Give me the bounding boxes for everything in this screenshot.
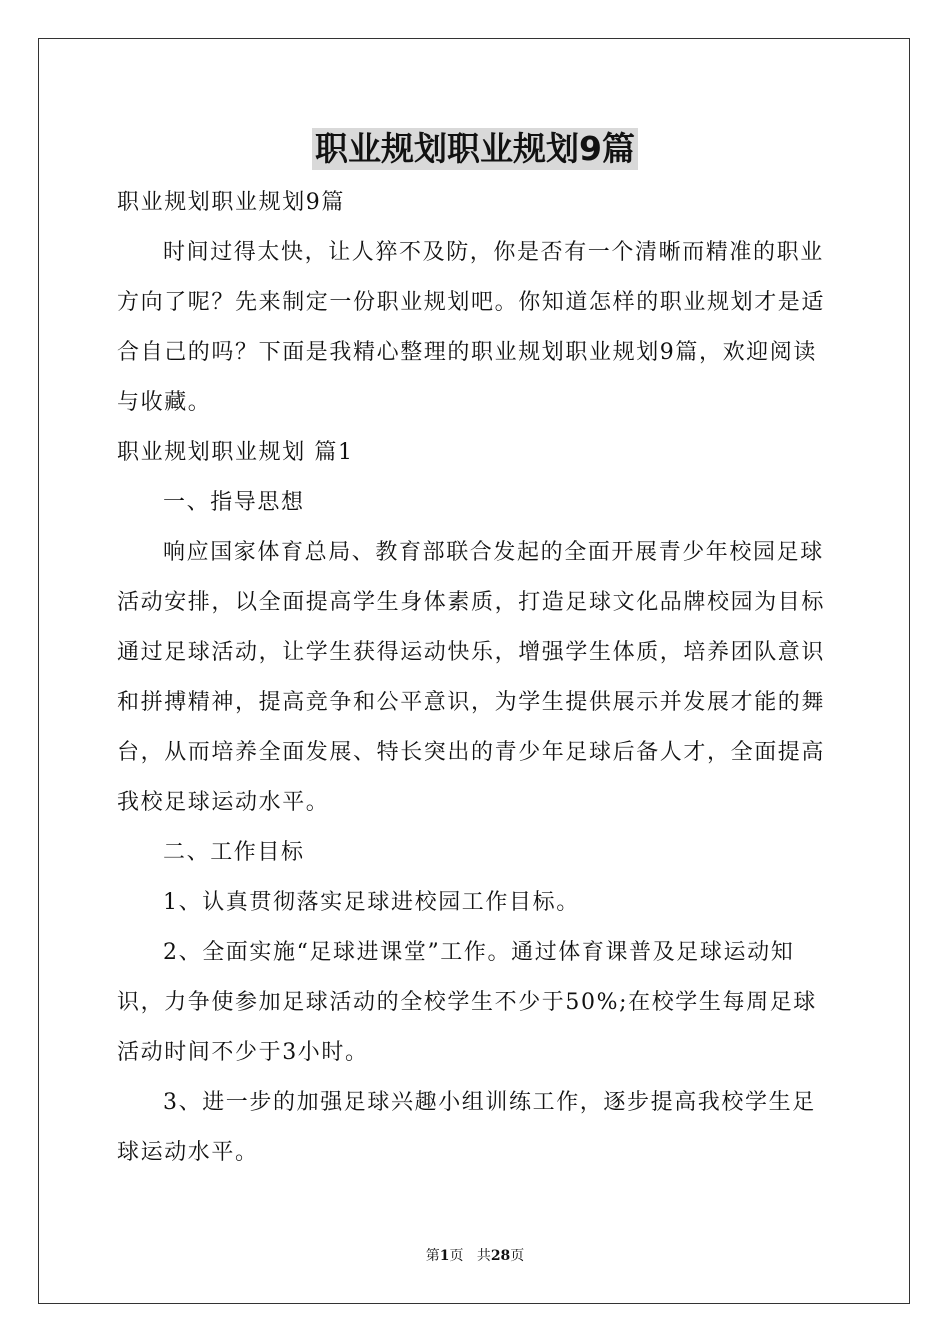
text-line: 1、认真贯彻落实足球进校园工作目标。 <box>163 890 580 915</box>
page-footer <box>0 1247 950 1265</box>
text-line: 职业规划职业规划 篇1 <box>117 440 354 465</box>
text-line: 一、指导思想 <box>163 490 305 515</box>
text-line: 方向了呢？先来制定一份职业规划吧。你知道怎样的职业规划才是适 <box>117 290 826 315</box>
total-pages: 28 <box>490 1248 511 1264</box>
text-line: 时间过得太快，让人猝不及防，你是否有一个清晰而精准的职业 <box>163 240 824 265</box>
text-line: 合自己的吗？下面是我精心整理的职业规划职业规划9篇，欢迎阅读 <box>117 340 817 365</box>
text-line: 和拼搏精神，提高竞争和公平意识，为学生提供展示并发展才能的舞 <box>117 690 826 715</box>
total-prefix: 共 <box>476 1248 491 1264</box>
page-prefix: 第 <box>425 1248 440 1264</box>
text-line: 3、进一步的加强足球兴趣小组训练工作，逐步提高我校学生足 <box>163 1090 816 1115</box>
title-container <box>0 128 950 170</box>
document-body <box>117 178 837 1178</box>
text-line: 球运动水平。 <box>117 1140 259 1165</box>
page-suffix: 页 <box>449 1248 464 1264</box>
text-line: 二、工作目标 <box>163 840 305 865</box>
text-line: 我校足球运动水平。 <box>117 790 330 815</box>
text-line: 活动时间不少于3小时。 <box>117 1040 369 1065</box>
text-line: 活动安排，以全面提高学生身体素质，打造足球文化品牌校园为目标 <box>117 590 826 615</box>
document-title: 职业规划职业规划9篇 <box>312 128 638 170</box>
text-line: 2、全面实施“足球进课堂”工作。通过体育课普及足球运动知 <box>163 940 795 965</box>
page-number: 1 <box>439 1248 450 1264</box>
text-line: 通过足球活动，让学生获得运动快乐，增强学生体质，培养团队意识 <box>117 640 826 665</box>
text-line: 台，从而培养全面发展、特长突出的青少年足球后备人才，全面提高 <box>117 740 826 765</box>
total-suffix: 页 <box>510 1248 525 1264</box>
text-line: 响应国家体育总局、教育部联合发起的全面开展青少年校园足球 <box>163 540 824 565</box>
text-line: 职业规划职业规划9篇 <box>117 190 345 215</box>
text-line: 识，力争使参加足球活动的全校学生不少于50%;在校学生每周足球 <box>117 990 817 1015</box>
text-line: 与收藏。 <box>117 390 212 415</box>
